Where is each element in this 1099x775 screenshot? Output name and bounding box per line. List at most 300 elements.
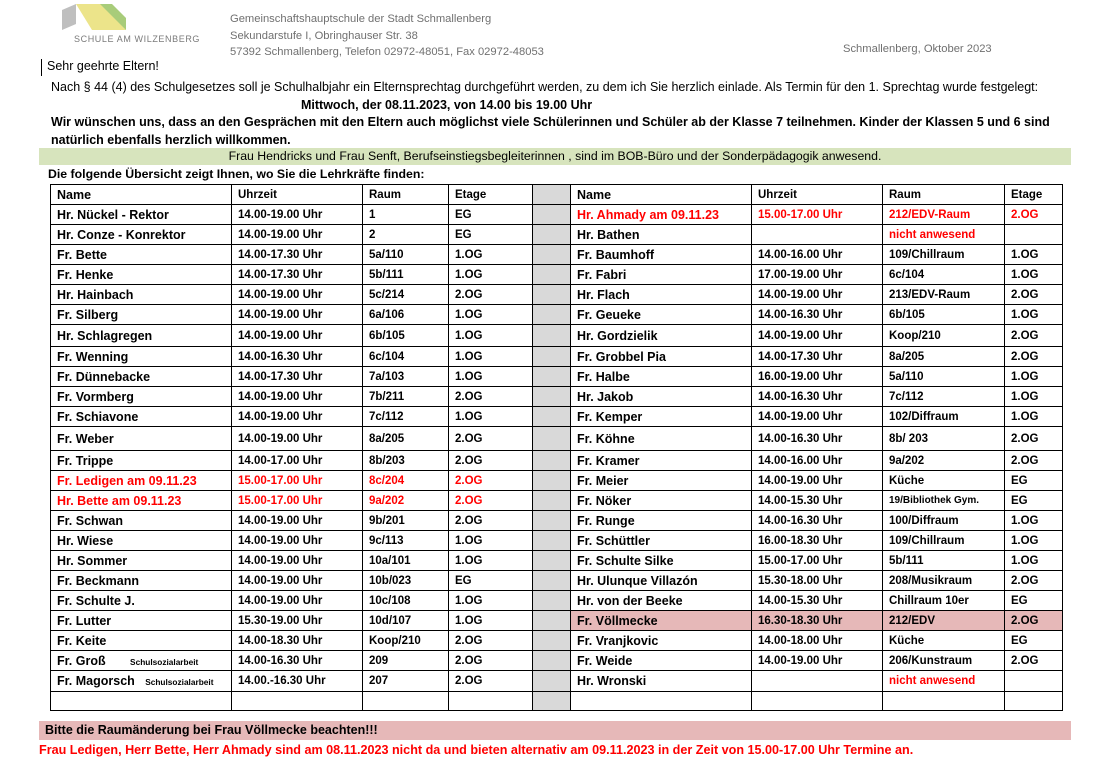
col-time-header: Uhrzeit: [232, 185, 363, 205]
time-cell: 14.00-16.30 Uhr: [752, 305, 883, 325]
floor-cell: EG: [1005, 491, 1063, 511]
room-cell: Koop/210: [883, 325, 1005, 347]
school-name: Gemeinschaftshauptschule der Stadt Schmallenberg: [230, 13, 492, 25]
time-cell: 15.00-17.00 Uhr: [752, 551, 883, 571]
teacher-name-text: Fr. Magorsch: [57, 674, 135, 688]
room-cell: 10a/101: [363, 551, 449, 571]
time-cell: 15.00-17.00 Uhr: [232, 491, 363, 511]
gap-column: [533, 347, 571, 367]
teacher-name: Hr. Flach: [571, 285, 752, 305]
teacher-name: [51, 347, 232, 367]
floor-cell: 1.OG: [449, 611, 533, 631]
gap-column: [533, 651, 571, 671]
floor-cell: 1.OG: [449, 367, 533, 387]
table-row: [51, 571, 1063, 591]
teacher-name: Hr. Wronski: [571, 671, 752, 692]
teacher-name-text: Fr. Lutter: [57, 613, 112, 628]
teacher-name: [51, 511, 232, 531]
time-cell: [232, 692, 363, 711]
gap-column: [533, 427, 571, 451]
teacher-name-text: Hr. Hainbach: [57, 287, 134, 302]
time-cell: 14.00-18.30 Uhr: [232, 631, 363, 651]
logo-text: SCHULE AM WILZENBERG: [74, 34, 201, 44]
room-cell: nicht anwesend: [883, 671, 1005, 692]
floor-cell: 1.OG: [449, 407, 533, 427]
room-cell: 109/Chillraum: [883, 531, 1005, 551]
table-row: [51, 531, 1063, 551]
floor-cell: 2.OG: [449, 451, 533, 471]
time-cell: 14.00-19.00 Uhr: [752, 325, 883, 347]
room-cell: 10d/107: [363, 611, 449, 631]
time-cell: 14.00.-16.30 Uhr: [232, 671, 363, 692]
time-cell: 14.00-19.00 Uhr: [232, 407, 363, 427]
time-cell: 14.00-19.00 Uhr: [232, 511, 363, 531]
room-cell: [883, 692, 1005, 711]
room-cell: 212/EDV: [883, 611, 1005, 631]
gap-column: [533, 491, 571, 511]
teacher-name: [51, 671, 232, 692]
intro-paragraph: [51, 78, 1071, 114]
time-cell: 14.00-19.00 Uhr: [232, 387, 363, 407]
teacher-name: [51, 451, 232, 471]
col-floor-header: Etage: [1005, 185, 1063, 205]
table-row: [51, 631, 1063, 651]
time-cell: 14.00-16.30 Uhr: [752, 387, 883, 407]
floor-cell: 2.OG: [1005, 205, 1063, 225]
time-cell: [752, 225, 883, 245]
teacher-name: [51, 407, 232, 427]
floor-cell: 1.OG: [1005, 245, 1063, 265]
floor-cell: 2.OG: [449, 651, 533, 671]
teacher-name: Fr. Völlmecke: [571, 611, 752, 631]
time-cell: 14.00-16.30 Uhr: [232, 651, 363, 671]
room-cell: 10c/108: [363, 591, 449, 611]
floor-cell: [449, 692, 533, 711]
floor-cell: 1.OG: [449, 347, 533, 367]
room-cell: 5c/214: [363, 285, 449, 305]
time-cell: 14.00-19.00 Uhr: [232, 591, 363, 611]
table-row: [51, 671, 1063, 692]
teacher-name: [51, 591, 232, 611]
time-cell: 14.00-17.30 Uhr: [232, 367, 363, 387]
time-cell: 14.00-19.00 Uhr: [232, 427, 363, 451]
teacher-name: Fr. Geueke: [571, 305, 752, 325]
floor-cell: 2.OG: [449, 631, 533, 651]
time-cell: 14.00-19.00 Uhr: [232, 205, 363, 225]
time-cell: 14.00-19.00 Uhr: [752, 285, 883, 305]
floor-cell: 1.OG: [449, 245, 533, 265]
teacher-name-text: Fr. Wenning: [57, 349, 129, 364]
room-cell: 1: [363, 205, 449, 225]
teacher-name: Fr. Runge: [571, 511, 752, 531]
floor-cell: 2.OG: [1005, 611, 1063, 631]
floor-cell: 1.OG: [1005, 367, 1063, 387]
table-row: [51, 367, 1063, 387]
floor-cell: 2.OG: [449, 491, 533, 511]
time-cell: 15.30-19.00 Uhr: [232, 611, 363, 631]
room-cell: nicht anwesend: [883, 225, 1005, 245]
floor-cell: 2.OG: [449, 471, 533, 491]
room-cell: Küche: [883, 631, 1005, 651]
teacher-name-text: Fr. Schulte J.: [57, 593, 135, 608]
floor-cell: EG: [1005, 591, 1063, 611]
teacher-name: Fr. Halbe: [571, 367, 752, 387]
table-header-row: [51, 185, 1063, 205]
room-cell: 100/Diffraum: [883, 511, 1005, 531]
room-cell: 19/Bibliothek Gym.: [883, 491, 1005, 511]
school-contact: 57392 Schmallenberg, Telefon 02972-48051, Fax 02972-48053: [230, 46, 544, 58]
role-note: Schulsozialarbeit: [130, 656, 199, 667]
schedule-body: [51, 185, 1063, 711]
teacher-name: [51, 692, 232, 711]
table-row: [51, 427, 1063, 451]
gap-column: [533, 692, 571, 711]
room-cell: 109/Chillraum: [883, 245, 1005, 265]
room-cell: 102/Diffraum: [883, 407, 1005, 427]
teacher-name: Fr. Schulte Silke: [571, 551, 752, 571]
teacher-name: Hr. Gordzielik: [571, 325, 752, 347]
time-cell: 14.00-17.30 Uhr: [232, 245, 363, 265]
room-cell: 5b/111: [363, 265, 449, 285]
time-cell: 17.00-19.00 Uhr: [752, 265, 883, 285]
time-cell: 16.30-18.30 Uhr: [752, 611, 883, 631]
teacher-name-text: Fr. Henke: [57, 267, 114, 282]
room-cell: Küche: [883, 471, 1005, 491]
teacher-name: [51, 611, 232, 631]
time-cell: 14.00-19.00 Uhr: [232, 305, 363, 325]
teacher-name-text: Fr. Bette: [57, 247, 108, 262]
teacher-name: [51, 571, 232, 591]
floor-cell: 1.OG: [1005, 511, 1063, 531]
room-cell: 6a/106: [363, 305, 449, 325]
gap-column: [533, 205, 571, 225]
floor-cell: 1.OG: [449, 325, 533, 347]
table-row: [51, 551, 1063, 571]
table-row: [51, 387, 1063, 407]
table-row: [51, 471, 1063, 491]
time-cell: 14.00-15.30 Uhr: [752, 591, 883, 611]
floor-cell: EG: [1005, 631, 1063, 651]
teacher-name: Fr. Köhne: [571, 427, 752, 451]
greeting: Sehr geehrte Eltern!: [47, 59, 159, 73]
gap-column: [533, 611, 571, 631]
time-cell: 14.00-19.00 Uhr: [232, 325, 363, 347]
time-cell: [752, 671, 883, 692]
teacher-name: [51, 471, 232, 491]
school-address: [230, 11, 544, 61]
intro-text: Nach § 44 (4) des Schulgesetzes soll je Schulhalbjahr ein Elternsprechtag durchgeführt werden, zu dem ich Sie herzlich einlade. Als Termin für den 1. Sprechtag wurde festgelegt:: [51, 80, 1039, 94]
teacher-name-text: Fr. Beckmann: [57, 573, 139, 588]
time-cell: [752, 692, 883, 711]
time-cell: 14.00-19.00 Uhr: [232, 551, 363, 571]
table-row: [51, 325, 1063, 347]
teacher-name: Fr. Vranjkovic: [571, 631, 752, 651]
gap-column: [533, 325, 571, 347]
floor-cell: 1.OG: [449, 551, 533, 571]
floor-cell: 1.OG: [1005, 387, 1063, 407]
room-cell: 9a/202: [363, 491, 449, 511]
table-row: [51, 651, 1063, 671]
gap-column: [533, 571, 571, 591]
gap-column: [533, 285, 571, 305]
room-cell: 206/Kunstraum: [883, 651, 1005, 671]
teacher-name: [51, 427, 232, 451]
teacher-name: Hr. von der Beeke: [571, 591, 752, 611]
time-cell: 14.00-16.30 Uhr: [752, 427, 883, 451]
time-cell: 14.00-16.00 Uhr: [752, 245, 883, 265]
table-row: [51, 225, 1063, 245]
table-row: [51, 407, 1063, 427]
table-row: [51, 285, 1063, 305]
floor-cell: EG: [449, 225, 533, 245]
time-cell: 14.00-16.00 Uhr: [752, 451, 883, 471]
time-cell: 14.00-19.00 Uhr: [232, 571, 363, 591]
table-row: [51, 692, 1063, 711]
floor-cell: 1.OG: [1005, 265, 1063, 285]
floor-cell: EG: [1005, 471, 1063, 491]
room-cell: 7a/103: [363, 367, 449, 387]
gap-column: [533, 185, 571, 205]
time-cell: 14.00-16.30 Uhr: [752, 511, 883, 531]
floor-cell: 2.OG: [1005, 347, 1063, 367]
gap-column: [533, 367, 571, 387]
time-cell: 14.00-19.00 Uhr: [232, 225, 363, 245]
teacher-name: Hr. Ahmady am 09.11.23: [571, 205, 752, 225]
room-cell: 8a/205: [363, 427, 449, 451]
table-row: [51, 511, 1063, 531]
teacher-name: [51, 651, 232, 671]
teacher-name: [51, 265, 232, 285]
col-time-header: Uhrzeit: [752, 185, 883, 205]
floor-cell: 2.OG: [1005, 651, 1063, 671]
floor-cell: 1.OG: [1005, 551, 1063, 571]
table-row: [51, 245, 1063, 265]
text-cursor: [41, 59, 42, 76]
teacher-name: [51, 491, 232, 511]
teacher-name-text: Hr. Schlagregen: [57, 328, 153, 343]
room-cell: 7c/112: [363, 407, 449, 427]
time-cell: 14.00-17.30 Uhr: [752, 347, 883, 367]
floor-cell: EG: [449, 205, 533, 225]
floor-cell: 2.OG: [1005, 571, 1063, 591]
teacher-name: Hr. Jakob: [571, 387, 752, 407]
room-cell: 8b/ 203: [883, 427, 1005, 451]
teacher-name-text: Fr. Dünnebacke: [57, 369, 151, 384]
school-street: Sekundarstufe I, Obringhauser Str. 38: [230, 29, 418, 42]
teacher-name: Fr. Fabri: [571, 265, 752, 285]
room-cell: Chillraum 10er: [883, 591, 1005, 611]
time-cell: 14.00-17.30 Uhr: [232, 265, 363, 285]
floor-cell: 2.OG: [449, 427, 533, 451]
room-cell: 6b/105: [883, 305, 1005, 325]
time-cell: 14.00-19.00 Uhr: [752, 471, 883, 491]
staff-note-bar: Frau Hendricks und Frau Senft, Berufseinstiegsbegleiterinnen , sind im BOB-Büro und der Sonderpädagogik anwesend.: [39, 148, 1071, 165]
teacher-name-text: Fr. Keite: [57, 633, 107, 648]
teacher-name-text: Hr. Conze - Konrektor: [57, 227, 186, 242]
time-cell: 14.00-19.00 Uhr: [752, 651, 883, 671]
letter-date: Schmallenberg, Oktober 2023: [843, 43, 992, 55]
table-row: [51, 451, 1063, 471]
wish-paragraph: Wir wünschen uns, dass an den Gesprächen mit den Eltern auch möglichst viele Schülerinnen und Schüler ab der Klasse 7 teilnehmen. Kinder der Klassen 5 und 6 sind natürlich ebenfalls herzlich willkommen.: [51, 115, 1050, 147]
room-cell: 8a/205: [883, 347, 1005, 367]
footnote: Frau Ledigen, Herr Bette, Herr Ahmady sind am 08.11.2023 nicht da und bieten alternativ am 09.11.2023 in der Zeit von 15.00-17.00 Uhr Termine an.: [39, 743, 914, 757]
teacher-name: Fr. Meier: [571, 471, 752, 491]
floor-cell: 2.OG: [449, 387, 533, 407]
room-cell: 5a/110: [363, 245, 449, 265]
teacher-name: Fr. Kramer: [571, 451, 752, 471]
gap-column: [533, 591, 571, 611]
time-cell: 14.00-17.00 Uhr: [232, 451, 363, 471]
teacher-name-text: Fr. Vormberg: [57, 389, 134, 404]
room-cell: 6c/104: [363, 347, 449, 367]
gap-column: [533, 245, 571, 265]
teacher-name: [51, 225, 232, 245]
time-cell: 15.00-17.00 Uhr: [752, 205, 883, 225]
room-cell: 6c/104: [883, 265, 1005, 285]
floor-cell: 2.OG: [1005, 285, 1063, 305]
floor-cell: 2.OG: [1005, 325, 1063, 347]
floor-cell: 1.OG: [1005, 531, 1063, 551]
teacher-name: [51, 205, 232, 225]
floor-cell: 1.OG: [449, 531, 533, 551]
floor-cell: [1005, 692, 1063, 711]
gap-column: [533, 631, 571, 651]
teacher-name: Fr. Weide: [571, 651, 752, 671]
time-cell: 14.00-15.30 Uhr: [752, 491, 883, 511]
teacher-name-text: Fr. Silberg: [57, 307, 119, 322]
table-row: [51, 265, 1063, 285]
time-cell: 16.00-18.30 Uhr: [752, 531, 883, 551]
teacher-name: Fr. Schüttler: [571, 531, 752, 551]
gap-column: [533, 387, 571, 407]
floor-cell: 1.OG: [1005, 305, 1063, 325]
room-cell: 212/EDV-Raum: [883, 205, 1005, 225]
room-cell: 208/Musikraum: [883, 571, 1005, 591]
teacher-name-text: Fr. Schiavone: [57, 409, 139, 424]
room-cell: 9c/113: [363, 531, 449, 551]
gap-column: [533, 531, 571, 551]
gap-column: [533, 511, 571, 531]
room-cell: Koop/210: [363, 631, 449, 651]
teacher-name: Fr. Grobbel Pia: [571, 347, 752, 367]
teacher-name: [571, 692, 752, 711]
time-cell: 14.00-16.30 Uhr: [232, 347, 363, 367]
table-row: [51, 591, 1063, 611]
teacher-name-text: Fr. Ledigen am 09.11.23: [57, 473, 197, 488]
floor-cell: [1005, 671, 1063, 692]
col-room-header: Raum: [363, 185, 449, 205]
time-cell: 14.00-19.00 Uhr: [232, 531, 363, 551]
teacher-name-text: Fr. Groß: [57, 653, 106, 668]
teacher-name: [51, 245, 232, 265]
floor-cell: 1.OG: [449, 591, 533, 611]
time-cell: 15.00-17.00 Uhr: [232, 471, 363, 491]
room-cell: 7c/112: [883, 387, 1005, 407]
time-cell: 15.30-18.00 Uhr: [752, 571, 883, 591]
teacher-name: Fr. Baumhoff: [571, 245, 752, 265]
col-room-header: Raum: [883, 185, 1005, 205]
table-row: [51, 205, 1063, 225]
room-cell: 207: [363, 671, 449, 692]
teacher-name: [51, 285, 232, 305]
teacher-name-text: Fr. Weber: [57, 431, 114, 446]
gap-column: [533, 671, 571, 692]
floor-cell: 2.OG: [449, 671, 533, 692]
floor-cell: 2.OG: [449, 511, 533, 531]
teacher-schedule-table: [50, 184, 1063, 711]
table-row: [51, 347, 1063, 367]
overview-heading: Die folgende Übersicht zeigt Ihnen, wo Sie die Lehrkräfte finden:: [48, 167, 425, 181]
time-cell: 14.00-19.00 Uhr: [752, 407, 883, 427]
table-row: [51, 305, 1063, 325]
table-row: [51, 491, 1063, 511]
teacher-name: [51, 367, 232, 387]
floor-cell: 2.OG: [449, 285, 533, 305]
room-cell: 209: [363, 651, 449, 671]
gap-column: [533, 305, 571, 325]
teacher-name: [51, 387, 232, 407]
gap-column: [533, 451, 571, 471]
teacher-name: Hr. Bathen: [571, 225, 752, 245]
floor-cell: 1.OG: [1005, 407, 1063, 427]
col-name-header: Name: [51, 185, 232, 205]
gap-column: [533, 225, 571, 245]
room-cell: [363, 692, 449, 711]
room-cell: 9a/202: [883, 451, 1005, 471]
teacher-name-text: Fr. Trippe: [57, 453, 114, 468]
teacher-name: Fr. Kemper: [571, 407, 752, 427]
col-floor-header: Etage: [449, 185, 533, 205]
teacher-name-text: Fr. Schwan: [57, 513, 123, 528]
appointment-date: Mittwoch, der 08.11.2023, von 14.00 bis 19.00 Uhr: [301, 98, 593, 112]
room-cell: 7b/211: [363, 387, 449, 407]
room-cell: 8c/204: [363, 471, 449, 491]
room-cell: 6b/105: [363, 325, 449, 347]
floor-cell: 1.OG: [449, 305, 533, 325]
teacher-name: [51, 551, 232, 571]
teacher-name: Hr. Ulunque Villazón: [571, 571, 752, 591]
room-cell: 2: [363, 225, 449, 245]
room-cell: 5b/111: [883, 551, 1005, 571]
role-note: Schulsozialarbeit: [145, 677, 214, 687]
room-change-note: Bitte die Raumänderung bei Frau Völlmecke beachten!!!: [39, 721, 1071, 740]
teacher-name: [51, 305, 232, 325]
room-cell: 9b/201: [363, 511, 449, 531]
floor-cell: EG: [449, 571, 533, 591]
floor-cell: 2.OG: [1005, 427, 1063, 451]
teacher-name: [51, 325, 232, 347]
time-cell: 14.00-18.00 Uhr: [752, 631, 883, 651]
table-row: [51, 611, 1063, 631]
teacher-name-text: Hr. Sommer: [57, 553, 128, 568]
teacher-name-text: Hr. Bette am 09.11.23: [57, 493, 182, 508]
time-cell: 16.00-19.00 Uhr: [752, 367, 883, 387]
teacher-name-text: Hr. Wiese: [57, 533, 114, 548]
time-cell: 14.00-19.00 Uhr: [232, 285, 363, 305]
gap-column: [533, 265, 571, 285]
gap-column: [533, 471, 571, 491]
floor-cell: [1005, 225, 1063, 245]
room-cell: 8b/203: [363, 451, 449, 471]
teacher-name-text: Hr. Nückel - Rektor: [57, 207, 169, 222]
teacher-name: [51, 631, 232, 651]
room-cell: 5a/110: [883, 367, 1005, 387]
teacher-name: Fr. Nöker: [571, 491, 752, 511]
floor-cell: 2.OG: [1005, 451, 1063, 471]
room-cell: 213/EDV-Raum: [883, 285, 1005, 305]
gap-column: [533, 407, 571, 427]
teacher-name: [51, 531, 232, 551]
